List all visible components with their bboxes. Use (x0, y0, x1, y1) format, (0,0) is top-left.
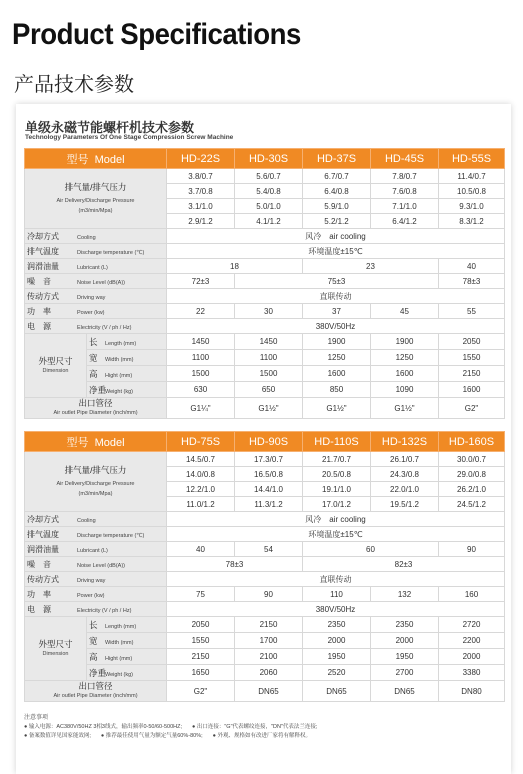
label-en: Dimension (42, 367, 69, 374)
height-value: 1950 (303, 649, 371, 665)
height-value: 2000 (439, 649, 505, 665)
electricity-value: 380V/50Hz (167, 602, 505, 617)
label-cn: 净重 (89, 384, 107, 395)
note-item: ● 输入电源：AC380V/50HZ 3相3线式，输出频率0-50/60-500HZ; (24, 724, 182, 730)
lubricant-value: 54 (235, 542, 303, 557)
pipe-value: G2" (439, 398, 505, 419)
width-value: 2000 (371, 633, 439, 649)
temperature-label (25, 244, 167, 259)
drive-value: 直联传动 (167, 572, 505, 587)
width-value: 2000 (303, 633, 371, 649)
temperature-value: 环境温度±15℃ (167, 244, 505, 259)
note-item: ● 备案数值详见国家能效网; (24, 733, 91, 739)
cooling-value: 风冷 air cooling (167, 512, 505, 527)
air-value: 3.1/1.0 (167, 199, 235, 214)
air-value: 14.0/0.8 (167, 467, 235, 482)
air-value: 26.2/1.0 (439, 482, 505, 497)
label-cn: 排气温度 (27, 246, 59, 256)
label-en: Width (mm) (105, 356, 134, 363)
label-cn: 噪 音 (27, 559, 51, 569)
air-value: 4.1/1.2 (235, 214, 303, 229)
air-value: 3.7/0.8 (167, 184, 235, 199)
label-en: Hight (mm) (105, 372, 133, 379)
label-en: Length (mm) (105, 340, 137, 347)
air-value: 7.8/0.7 (371, 169, 439, 184)
lubricant-value: 60 (303, 542, 439, 557)
label-cn: 宽 (89, 352, 98, 363)
air-value: 5.2/1.2 (303, 214, 371, 229)
pipe-value: DN80 (439, 681, 505, 702)
width-value: 1100 (167, 350, 235, 366)
label-en: Length (mm) (105, 623, 137, 630)
length-value: 1450 (167, 334, 235, 350)
pipe-value: G1½" (303, 398, 371, 419)
label-en: Weight (kg) (105, 671, 134, 678)
temperature-value: 环境温度±15℃ (167, 527, 505, 542)
label-en: Weight (kg) (105, 388, 134, 395)
label-en: Width (mm) (105, 639, 134, 646)
label-en: Noise Level (dB(A)) (77, 279, 125, 286)
air-value: 8.3/1.2 (439, 214, 505, 229)
air-value: 7.6/0.8 (371, 184, 439, 199)
model-name: HD-132S (371, 432, 439, 452)
noise-label (25, 274, 167, 289)
label-cn: 润滑油量 (27, 261, 59, 271)
weight-value: 650 (235, 382, 303, 398)
power-value: 55 (439, 304, 505, 319)
pipe-label (25, 681, 167, 702)
card-subtitle: Technology Parameters Of One Stage Compression Screw Machine (25, 134, 234, 141)
power-value: 22 (167, 304, 235, 319)
model-name: HD-37S (303, 149, 371, 169)
dimension-label (25, 617, 87, 681)
label-en: Electricity (V / ph / Hz) (77, 607, 132, 614)
lubricant-label (25, 259, 167, 274)
width-value: 1100 (235, 350, 303, 366)
spec-table-2 (24, 431, 505, 702)
power-value: 90 (235, 587, 303, 602)
height-value: 1600 (371, 366, 439, 382)
note-item: ● 出口连接："G"代表螺纹连接，"DN"代表法兰连接; (191, 724, 318, 730)
noise-value: 75±3 (235, 274, 439, 289)
model-name: HD-45S (371, 149, 439, 169)
air-value: 5.6/0.7 (235, 169, 303, 184)
pipe-value: G1¼" (167, 398, 235, 419)
air-value: 16.5/0.8 (235, 467, 303, 482)
height-value: 1600 (303, 366, 371, 382)
height-label (87, 649, 167, 665)
label-en: Cooling (77, 234, 96, 241)
pipe-label (25, 398, 167, 419)
height-value: 1950 (371, 649, 439, 665)
air-value: 19.5/1.2 (371, 497, 439, 512)
model-name: HD-90S (235, 432, 303, 452)
label-cn: 高 (89, 368, 98, 379)
power-value: 75 (167, 587, 235, 602)
lubricant-value: 18 (167, 259, 303, 274)
air-value: 30.0/0.7 (439, 452, 505, 467)
drive-label (25, 289, 167, 304)
label-cn: 噪 音 (27, 276, 51, 286)
weight-value: 630 (167, 382, 235, 398)
label-en: Dimension (42, 650, 69, 657)
air-value: 5.0/1.0 (235, 199, 303, 214)
weight-value: 1650 (167, 665, 235, 681)
air-value: 11.4/0.7 (439, 169, 505, 184)
label-en: Driving way (77, 294, 106, 301)
temperature-label (25, 527, 167, 542)
width-value: 1550 (439, 350, 505, 366)
drive-value: 直联传动 (167, 289, 505, 304)
width-value: 1250 (371, 350, 439, 366)
air-value: 5.9/1.0 (303, 199, 371, 214)
air-value: 6.7/0.7 (303, 169, 371, 184)
width-label (87, 633, 167, 649)
length-label (87, 334, 167, 350)
air-delivery-label (25, 452, 167, 512)
width-value: 1700 (235, 633, 303, 649)
label-en: Noise Level (dB(A)) (77, 562, 125, 569)
label-cn: 冷却方式 (27, 231, 59, 241)
weight-value: 1600 (439, 382, 505, 398)
air-value: 17.0/1.2 (303, 497, 371, 512)
air-value: 11.3/1.2 (235, 497, 303, 512)
lubricant-value: 40 (167, 542, 235, 557)
label-en: Driving way (77, 577, 106, 584)
length-value: 2720 (439, 617, 505, 633)
label-en: Hight (mm) (105, 655, 133, 662)
model-name: HD-22S (167, 149, 235, 169)
label-en: Air outlet Pipe Diameter (inch/mm) (53, 693, 138, 699)
label-en: Discharge temperature (℃) (77, 532, 145, 539)
cooling-value: 风冷 air cooling (167, 229, 505, 244)
pipe-value: DN65 (303, 681, 371, 702)
label-cn: 润滑油量 (27, 544, 59, 554)
height-label (87, 366, 167, 382)
label-unit: (m3/min/Mpa) (78, 207, 113, 214)
label-cn: 净重 (89, 667, 107, 678)
label-cn: 功 率 (27, 306, 51, 316)
label-en: Power (kw) (77, 592, 105, 599)
width-label (87, 350, 167, 366)
dimension-label (25, 334, 87, 398)
power-value: 45 (371, 304, 439, 319)
noise-value: 78±3 (167, 557, 303, 572)
label-cn: 排气温度 (27, 529, 59, 539)
electricity-label (25, 602, 167, 617)
air-value: 29.0/0.8 (439, 467, 505, 482)
width-value: 2200 (439, 633, 505, 649)
height-value: 2150 (439, 366, 505, 382)
power-label (25, 587, 167, 602)
label-cn: 出口管径 (78, 398, 113, 408)
label-cn: 排气量/排气压力 (64, 464, 127, 475)
power-value: 110 (303, 587, 371, 602)
air-value: 24.5/1.2 (439, 497, 505, 512)
card-title: 单级永磁节能螺杆机技术参数 (25, 120, 195, 135)
label-cn: 传动方式 (27, 291, 59, 301)
length-value: 1900 (371, 334, 439, 350)
label-cn: 高 (89, 651, 98, 662)
air-value: 6.4/0.8 (303, 184, 371, 199)
air-value: 17.3/0.7 (235, 452, 303, 467)
height-value: 1500 (167, 366, 235, 382)
notes (24, 714, 504, 741)
drive-label (25, 572, 167, 587)
air-value: 14.5/0.7 (167, 452, 235, 467)
label-cn: 电 源 (27, 604, 51, 614)
air-value: 9.3/1.0 (439, 199, 505, 214)
power-value: 160 (439, 587, 505, 602)
model-label-en: Model (94, 436, 125, 449)
model-name: HD-55S (439, 149, 505, 169)
width-value: 1250 (303, 350, 371, 366)
cooling-label (25, 229, 167, 244)
label-cn: 传动方式 (27, 574, 59, 584)
air-value: 3.8/0.7 (167, 169, 235, 184)
lubricant-label (25, 542, 167, 557)
air-value: 11.0/1.2 (167, 497, 235, 512)
label-cn: 电 源 (27, 321, 51, 331)
air-value: 26.1/0.7 (371, 452, 439, 467)
length-value: 2050 (167, 617, 235, 633)
notes-title: 注意事项 (24, 715, 49, 721)
label-cn: 排气量/排气压力 (64, 181, 127, 192)
model-label-cn: 型号 (66, 436, 89, 449)
label-en: Lubricant (L) (77, 547, 108, 554)
note-item: ● 推荐最佳使用气量为额定气量60%-80%; (100, 733, 203, 739)
power-value: 132 (371, 587, 439, 602)
label-cn: 长 (89, 336, 98, 347)
label-cn: 冷却方式 (27, 514, 59, 524)
electricity-label (25, 319, 167, 334)
model-name: HD-75S (167, 432, 235, 452)
lubricant-value: 23 (303, 259, 439, 274)
power-value: 37 (303, 304, 371, 319)
length-value: 2150 (235, 617, 303, 633)
weight-value: 2700 (371, 665, 439, 681)
noise-value: 72±3 (167, 274, 235, 289)
noise-value: 78±3 (439, 274, 505, 289)
label-en: Power (kw) (77, 309, 105, 316)
label-cn: 长 (89, 619, 98, 630)
note-item: ● 外观、规格如有改进厂家将有解释权。 (212, 733, 311, 739)
height-value: 2150 (167, 649, 235, 665)
height-value: 2100 (235, 649, 303, 665)
air-value: 7.1/1.0 (371, 199, 439, 214)
length-value: 2050 (439, 334, 505, 350)
label-en: Lubricant (L) (77, 264, 108, 271)
model-name: HD-30S (235, 149, 303, 169)
label-cn: 外型尺寸 (38, 638, 73, 649)
pipe-value: DN65 (371, 681, 439, 702)
air-value: 20.5/0.8 (303, 467, 371, 482)
power-value: 30 (235, 304, 303, 319)
noise-label (25, 557, 167, 572)
air-value: 19.1/1.0 (303, 482, 371, 497)
air-value: 10.5/0.8 (439, 184, 505, 199)
model-header-label (25, 149, 167, 169)
label-en: Air outlet Pipe Diameter (inch/mm) (53, 410, 138, 416)
model-label-cn: 型号 (66, 153, 89, 166)
pipe-value: G2" (167, 681, 235, 702)
power-label (25, 304, 167, 319)
label-en: Discharge temperature (℃) (77, 249, 145, 256)
label-cn: 外型尺寸 (38, 355, 73, 366)
page-title: Product Specifications (12, 18, 301, 51)
lubricant-value: 40 (439, 259, 505, 274)
height-value: 1500 (235, 366, 303, 382)
air-value: 21.7/0.7 (303, 452, 371, 467)
lubricant-value: 90 (439, 542, 505, 557)
page-subtitle: 产品技术参数 (14, 74, 134, 96)
spec-table-1 (24, 148, 505, 419)
air-delivery-label (25, 169, 167, 229)
model-label-en: Model (94, 153, 125, 166)
weight-value: 850 (303, 382, 371, 398)
noise-value: 82±3 (303, 557, 505, 572)
pipe-value: DN65 (235, 681, 303, 702)
model-name: HD-110S (303, 432, 371, 452)
label-en: Air Delivery/Discharge Pressure (56, 197, 135, 204)
cooling-label (25, 512, 167, 527)
label-cn: 出口管径 (78, 681, 113, 691)
weight-value: 2060 (235, 665, 303, 681)
width-value: 1550 (167, 633, 235, 649)
spec-card (16, 104, 511, 774)
weight-value: 1090 (371, 382, 439, 398)
label-en: Air Delivery/Discharge Pressure (56, 480, 135, 487)
weight-label (87, 665, 167, 681)
length-label (87, 617, 167, 633)
air-value: 6.4/1.2 (371, 214, 439, 229)
label-en: Cooling (77, 517, 96, 524)
length-value: 2350 (371, 617, 439, 633)
weight-value: 2520 (303, 665, 371, 681)
air-value: 14.4/1.0 (235, 482, 303, 497)
pipe-value: G1½" (235, 398, 303, 419)
length-value: 1900 (303, 334, 371, 350)
label-cn: 宽 (89, 635, 98, 646)
length-value: 2350 (303, 617, 371, 633)
air-value: 5.4/0.8 (235, 184, 303, 199)
label-en: Electricity (V / ph / Hz) (77, 324, 132, 331)
air-value: 22.0/1.0 (371, 482, 439, 497)
air-value: 2.9/1.2 (167, 214, 235, 229)
weight-label (87, 382, 167, 398)
label-unit: (m3/min/Mpa) (78, 490, 113, 497)
air-value: 24.3/0.8 (371, 467, 439, 482)
model-header-label (25, 432, 167, 452)
pipe-value: G1½" (371, 398, 439, 419)
model-name: HD-160S (439, 432, 505, 452)
weight-value: 3380 (439, 665, 505, 681)
length-value: 1450 (235, 334, 303, 350)
air-value: 12.2/1.0 (167, 482, 235, 497)
electricity-value: 380V/50Hz (167, 319, 505, 334)
label-cn: 功 率 (27, 589, 51, 599)
